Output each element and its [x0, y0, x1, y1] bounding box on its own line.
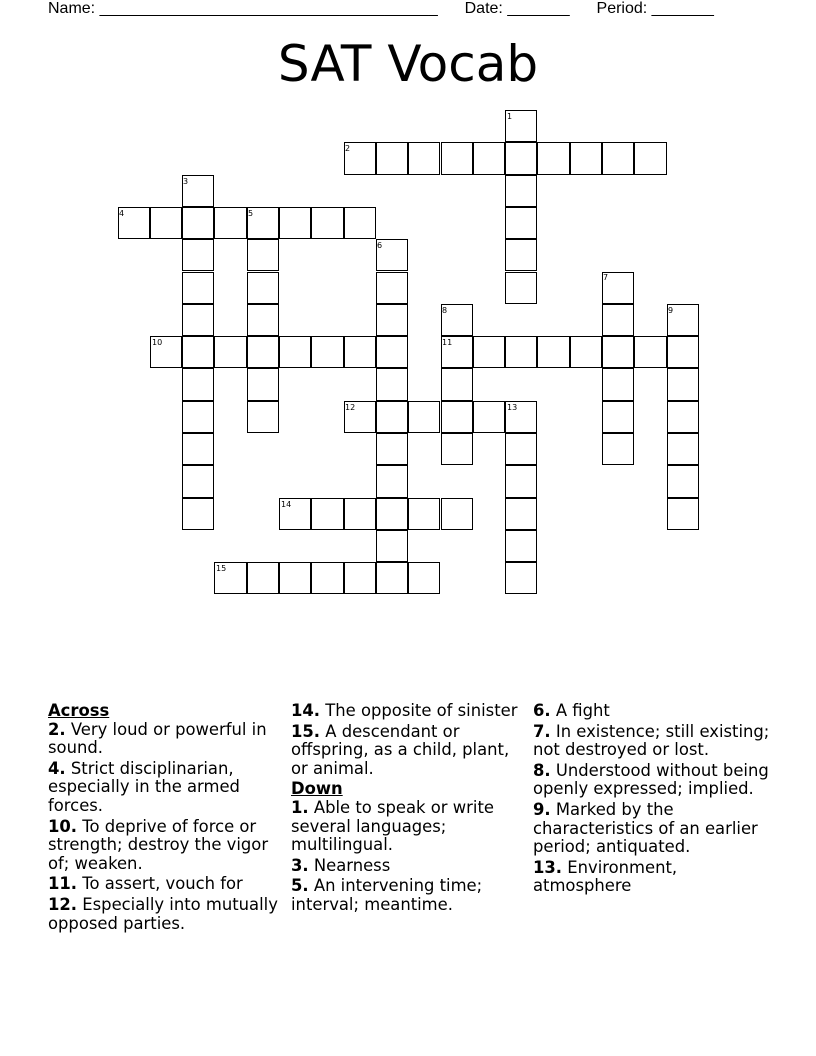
grid-cell[interactable] [182, 207, 214, 239]
grid-cell[interactable] [311, 562, 343, 594]
grid-cell[interactable] [376, 562, 408, 594]
grid-cell[interactable] [247, 368, 279, 400]
grid-cell[interactable] [602, 401, 634, 433]
grid-cell[interactable] [247, 401, 279, 433]
clue-down-6: 6. A fight [533, 701, 610, 720]
grid-cell[interactable] [602, 336, 634, 368]
grid-cell[interactable] [570, 336, 602, 368]
grid-cell[interactable] [408, 562, 440, 594]
grid-cell[interactable] [441, 401, 473, 433]
grid-cell[interactable] [279, 336, 311, 368]
grid-cell[interactable] [441, 142, 473, 174]
grid-cell[interactable] [667, 433, 699, 465]
grid-cell[interactable] [344, 498, 376, 530]
grid-cell[interactable] [505, 465, 537, 497]
grid-cell[interactable] [150, 207, 182, 239]
grid-cell[interactable] [408, 142, 440, 174]
grid-cell[interactable] [408, 401, 440, 433]
grid-cell[interactable] [602, 304, 634, 336]
across-heading: Across [48, 701, 110, 720]
grid-cell[interactable] [505, 433, 537, 465]
grid-cell[interactable] [376, 304, 408, 336]
grid-cell[interactable] [602, 142, 634, 174]
clue-number-9: 9 [668, 306, 674, 315]
clue-down-7: 7. In existence; still existing; not destroyed or lost. [533, 721, 770, 760]
clue-number-6: 6 [377, 241, 383, 250]
clue-across-11: 11. To assert, vouch for [48, 874, 243, 894]
grid-cell[interactable] [602, 433, 634, 465]
grid-cell[interactable] [441, 368, 473, 400]
grid-cell[interactable] [214, 336, 246, 368]
grid-cell[interactable] [667, 465, 699, 497]
grid-cell[interactable] [214, 207, 246, 239]
clue-down-9: 9. Marked by the characteristics of an earlier period; antiquated. [533, 799, 758, 857]
grid-cell[interactable] [376, 368, 408, 400]
grid-cell[interactable] [505, 336, 537, 368]
down-heading: Down [291, 779, 343, 799]
grid-cell[interactable] [247, 562, 279, 594]
grid-cell[interactable] [376, 142, 408, 174]
grid-cell[interactable] [182, 498, 214, 530]
grid-cell[interactable] [344, 562, 376, 594]
grid-cell[interactable] [182, 368, 214, 400]
grid-cell[interactable] [408, 498, 440, 530]
grid-cell[interactable] [344, 336, 376, 368]
grid-cell[interactable] [247, 272, 279, 304]
grid-cell[interactable] [344, 207, 376, 239]
grid-cell[interactable] [602, 368, 634, 400]
name-field[interactable]: Name: ______________________________________ [48, 0, 438, 17]
clue-number-7: 7 [603, 273, 609, 282]
grid-cell[interactable] [634, 142, 666, 174]
clue-down-3: 3. Nearness [291, 855, 391, 875]
grid-cell[interactable] [376, 530, 408, 562]
page-title: SAT Vocab [277, 35, 539, 93]
clues-column-3 [533, 702, 773, 898]
grid-cell[interactable] [182, 336, 214, 368]
clue-number-3: 3 [183, 177, 189, 186]
grid-cell[interactable] [376, 465, 408, 497]
grid-cell[interactable] [182, 401, 214, 433]
grid-cell[interactable] [182, 465, 214, 497]
grid-cell[interactable] [311, 498, 343, 530]
grid-cell[interactable] [505, 562, 537, 594]
grid-cell[interactable] [667, 498, 699, 530]
clue-number-1: 1 [507, 112, 513, 121]
grid-cell[interactable] [537, 142, 569, 174]
grid-cell[interactable] [279, 562, 311, 594]
clue-across-10: 10. To deprive of force or strength; destroy the vigor of; weaken. [48, 816, 269, 873]
period-field[interactable]: Period: _______ [596, 0, 714, 17]
clue-number-14: 14 [281, 500, 292, 509]
grid-cell[interactable] [376, 272, 408, 304]
clue-across-15: 15. A descendant or offspring, as a child, plant, or animal. [291, 721, 510, 778]
grid-cell[interactable] [376, 336, 408, 368]
grid-cell[interactable] [473, 336, 505, 368]
grid-cell[interactable] [537, 336, 569, 368]
grid-cell[interactable] [505, 272, 537, 304]
grid-cell[interactable] [441, 433, 473, 465]
clue-down-8: 8. Understood without being openly expressed; implied. [533, 760, 769, 799]
grid-cell[interactable] [247, 239, 279, 271]
grid-cell[interactable] [505, 142, 537, 174]
grid-cell[interactable] [182, 433, 214, 465]
grid-cell[interactable] [634, 336, 666, 368]
grid-cell[interactable] [376, 498, 408, 530]
clue-number-10: 10 [152, 338, 163, 347]
grid-cell[interactable] [376, 433, 408, 465]
grid-cell[interactable] [279, 207, 311, 239]
grid-cell[interactable] [473, 401, 505, 433]
clues-column-2 [291, 702, 527, 917]
grid-cell[interactable] [505, 498, 537, 530]
grid-cell[interactable] [667, 336, 699, 368]
clues-column-1 [48, 702, 284, 935]
grid-cell[interactable] [182, 239, 214, 271]
grid-cell[interactable] [505, 239, 537, 271]
grid-cell[interactable] [182, 272, 214, 304]
grid-cell[interactable] [182, 304, 214, 336]
grid-cell[interactable] [376, 401, 408, 433]
date-field[interactable]: Date: _______ [464, 0, 570, 17]
clue-number-11: 11 [442, 338, 453, 347]
grid-cell[interactable] [667, 401, 699, 433]
grid-cell[interactable] [311, 207, 343, 239]
clue-number-8: 8 [442, 306, 448, 315]
grid-cell[interactable] [570, 142, 602, 174]
clue-number-4: 4 [119, 209, 125, 218]
grid-cell[interactable] [247, 304, 279, 336]
clue-down-1: 1. Able to speak or write several languages; multilingual. [291, 797, 494, 855]
grid-cell[interactable] [311, 336, 343, 368]
clue-number-5: 5 [248, 209, 254, 218]
clue-number-12: 12 [345, 403, 356, 412]
grid-cell[interactable] [441, 498, 473, 530]
clue-across-12: 12. Especially into mutually opposed parties. [48, 894, 278, 933]
clue-down-5: 5. An intervening time; interval; meantime. [291, 876, 483, 914]
grid-cell[interactable] [473, 142, 505, 174]
grid-cell[interactable] [505, 175, 537, 207]
clue-number-15: 15 [216, 564, 227, 573]
clue-down-13: 13. Environment, atmosphere [533, 857, 678, 896]
clue-number-2: 2 [345, 144, 351, 153]
clue-across-4: 4. Strict disciplinarian, especially in the armed forces. [48, 758, 240, 815]
clue-across-2: 2. Very loud or powerful in sound. [48, 719, 267, 758]
clue-across-14: 14. The opposite of sinister [291, 701, 518, 720]
clue-number-13: 13 [507, 403, 518, 412]
grid-cell[interactable] [667, 368, 699, 400]
grid-cell[interactable] [505, 530, 537, 562]
grid-cell[interactable] [505, 207, 537, 239]
grid-cell[interactable] [247, 336, 279, 368]
